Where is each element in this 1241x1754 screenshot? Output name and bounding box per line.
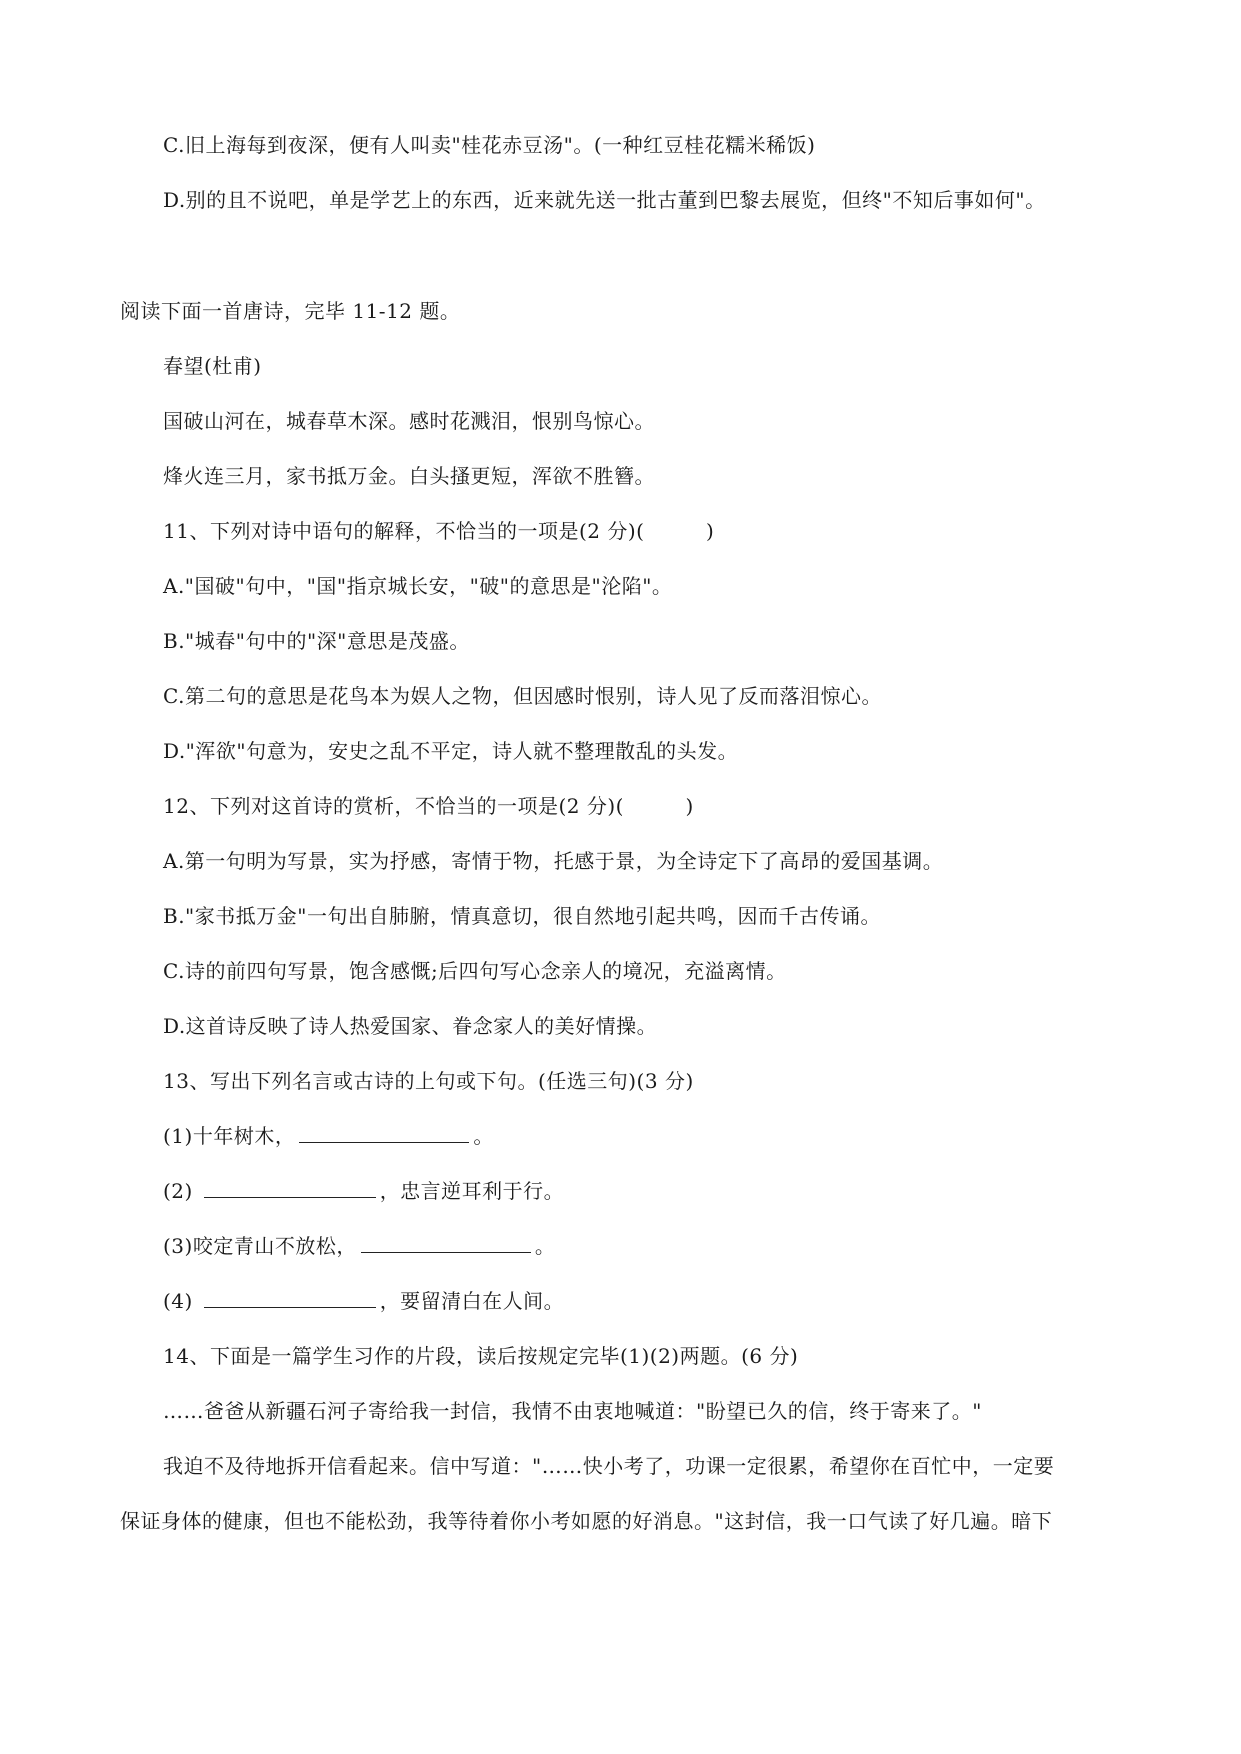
q13-stem: 13、写出下列名言或古诗的上句或下句。(任选三句)(3 分) — [163, 1069, 694, 1093]
q12-option-a: A.第一句明为写景，实为抒感，寄情于物，托感于景，为全诗定下了高昂的爱国基调。 — [163, 849, 944, 873]
q13-item-4 — [163, 1288, 564, 1314]
q13-item-2-blank[interactable] — [204, 1179, 376, 1198]
q10-option-d: D.别的且不说吧，单是学艺上的东西，近来就先送一批古董到巴黎去展览，但终"不知后事如何"。 — [163, 188, 1046, 212]
q13-item-1 — [163, 1123, 494, 1149]
q11-option-b: B."城春"句中的"深"意思是茂盛。 — [163, 629, 470, 653]
q13-item-1-blank[interactable] — [299, 1124, 469, 1143]
q13-item-4-suffix: ，要留清白在人间。 — [379, 1289, 565, 1313]
q11-option-d: D."浑欲"句意为，安史之乱不平定，诗人就不整理散乱的头发。 — [163, 739, 739, 763]
q13-item-4-blank[interactable] — [204, 1289, 376, 1308]
q13-item-2-prefix: (2) — [163, 1179, 200, 1203]
q13-item-3-blank[interactable] — [361, 1234, 531, 1253]
q13-item-3 — [163, 1233, 555, 1259]
q12-option-d: D.这首诗反映了诗人热爱国家、眷念家人的美好情操。 — [163, 1014, 658, 1038]
q12-option-b: B."家书抵万金"一句出自肺腑，情真意切，很自然地引起共鸣，因而千古传诵。 — [163, 904, 881, 928]
q14-paragraph-2-line-1: 我迫不及待地拆开信看起来。信中写道："……快小考了，功课一定很累，希望你在百忙中，一定要 — [163, 1454, 1055, 1478]
q13-item-1-prefix: (1)十年树木， — [163, 1124, 296, 1148]
q12-stem: 12、下列对这首诗的赏析，不恰当的一项是(2 分)( ) — [163, 794, 694, 818]
q13-item-4-prefix: (4) — [163, 1289, 200, 1313]
q13-item-3-suffix: 。 — [534, 1234, 556, 1258]
q14-paragraph-1: ……爸爸从新疆石河子寄给我一封信，我情不由衷地喊道："盼望已久的信，终于寄来了。" — [163, 1399, 982, 1423]
q10-option-c: C.旧上海每到夜深，便有人叫卖"桂花赤豆汤"。(一种红豆桂花糯米稀饭) — [163, 133, 816, 157]
q14-stem: 14、下面是一篇学生习作的片段，读后按规定完毕(1)(2)两题。(6 分) — [163, 1344, 799, 1368]
poem-intro: 阅读下面一首唐诗，完毕 11-12 题。 — [120, 299, 461, 323]
q11-option-a: A."国破"句中，"国"指京城长安，"破"的意思是"沦陷"。 — [163, 574, 673, 598]
q11-stem: 11、下列对诗中语句的解释，不恰当的一项是(2 分)( ) — [163, 519, 715, 543]
poem-line-2: 烽火连三月，家书抵万金。白头搔更短，浑欲不胜簪。 — [163, 464, 655, 488]
q11-option-c: C.第二句的意思是花鸟本为娱人之物，但因感时恨别，诗人见了反而落泪惊心。 — [163, 684, 882, 708]
q12-option-c: C.诗的前四句写景，饱含感慨;后四句写心念亲人的境况，充溢离情。 — [163, 959, 787, 983]
q14-paragraph-2-line-2: 保证身体的健康，但也不能松劲，我等待着你小考如愿的好消息。"这封信，我一口气读了好几遍。暗下 — [120, 1509, 1053, 1533]
q13-item-2 — [163, 1178, 564, 1204]
poem-line-1: 国破山河在，城春草木深。感时花溅泪，恨别鸟惊心。 — [163, 409, 655, 433]
q13-item-1-suffix: 。 — [473, 1124, 494, 1148]
q13-item-3-prefix: (3)咬定青山不放松， — [163, 1234, 357, 1258]
q13-item-2-suffix: ，忠言逆耳利于行。 — [379, 1179, 565, 1203]
poem-title: 春望(杜甫) — [163, 354, 262, 378]
